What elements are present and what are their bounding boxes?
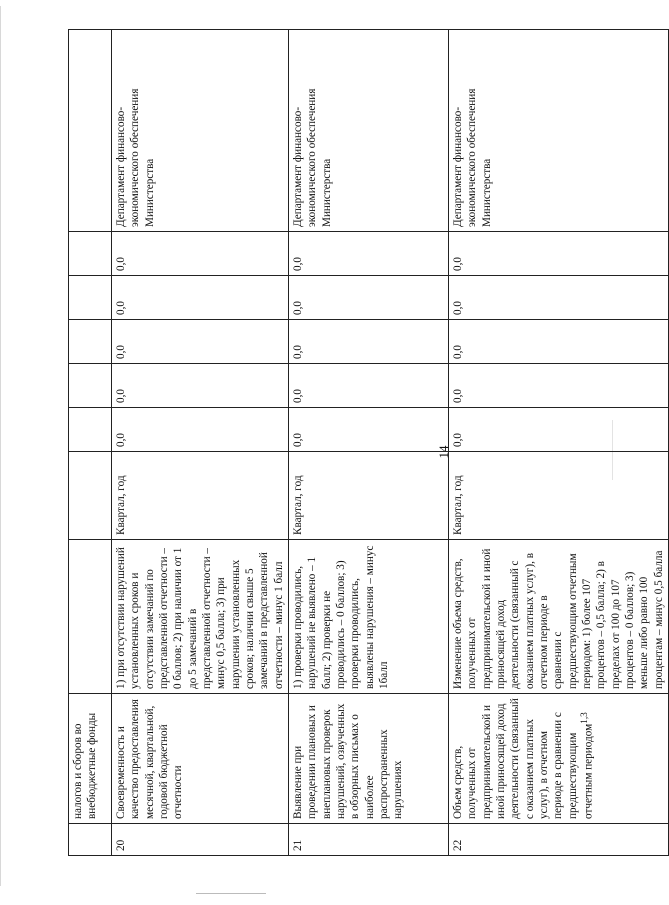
- responsible-department: Департамент финансово-экономического обеспечения Министерства: [288, 30, 448, 232]
- calculation-method: 1) проверки проводились, нарушений не выявлено – 1 балл; 2) проверки не проводились – 0 баллов; 3) проверки проводились, выявлены нарушения – минус 1балл: [288, 540, 448, 694]
- value-cell: 0,0: [288, 276, 448, 320]
- page-number: 14: [436, 445, 451, 459]
- indicator-name: Выявление при проведении плановых и внеплановых проверок нарушений, озвученных в обзорных письмах о наиболее распространенных нарушениях: [288, 694, 448, 824]
- value-cell: 0,0: [112, 408, 289, 452]
- value-cell: 0,0: [288, 364, 448, 408]
- value-cell: 0,0: [112, 320, 289, 364]
- indicator-name: [448, 694, 668, 824]
- table-row: [69, 30, 112, 856]
- row-number: 22: [448, 824, 668, 856]
- row-number: [69, 824, 112, 856]
- scan-edge: [0, 6, 1, 886]
- value-cell: [69, 232, 112, 276]
- row-number: 21: [288, 824, 448, 856]
- calculation-method: 1) при отсутствии нарушений установленных сроков и отсутствии замечаний по представленной отчетности – 0 баллов; 2) при наличии от 1 до 5 замечаний в представленной отчетности – минус 0,5 балла; 3) при нарушении установленных сроков; наличии свыше 5 замечаний в представленной отчетности – минус 1 балл: [112, 540, 289, 694]
- indicator-name: налогов и сборов во внебюджетные фонды: [69, 694, 112, 824]
- rotated-table-container: [68, 30, 665, 856]
- value-cell: 0,0: [448, 232, 668, 276]
- value-cell: 0,0: [448, 276, 668, 320]
- value-cell: 0,0: [448, 408, 668, 452]
- responsible-department: Департамент финансово-экономического обеспечения Министерства: [112, 30, 289, 232]
- calculation-method: [69, 540, 112, 694]
- table-row: [448, 30, 668, 856]
- value-cell: 0,0: [448, 320, 668, 364]
- value-cell: 0,0: [112, 364, 289, 408]
- table-wrapper: [68, 30, 665, 856]
- value-cell: [69, 320, 112, 364]
- responsible-department: Департамент финансово-экономического обеспечения Министерства: [448, 30, 668, 232]
- scan-artifact-line: [196, 893, 266, 894]
- value-cell: 0,0: [112, 276, 289, 320]
- value-cell: 0,0: [288, 320, 448, 364]
- value-cell: 0,0: [112, 232, 289, 276]
- period: Квартал, год: [112, 452, 289, 540]
- period: [69, 452, 112, 540]
- footnote-marker: 1,3: [579, 712, 590, 724]
- value-cell: [69, 276, 112, 320]
- table-row: [288, 30, 448, 856]
- indicators-table: [68, 29, 669, 856]
- value-cell: 0,0: [288, 408, 448, 452]
- indicator-name: Своевременность и качество предоставления месячной, квартальной, годовой бюджетной отчетности: [112, 694, 289, 824]
- value-cell: [69, 408, 112, 452]
- value-cell: [69, 364, 112, 408]
- period: Квартал, год: [288, 452, 448, 540]
- row-number: 20: [112, 824, 289, 856]
- indicator-name-text: Объем средств, полученных от предпринимательской и иной приносящей доход деятельности (связанный с оказанием платных услуг), в отчетном периоде в сравнении с предшествующим отчетным периодом: [451, 698, 595, 819]
- calculation-method: Изменение объема средств, полученных от предпринимательской и иной приносящей доход деятельности (связанный с оказанием платных услуг), в отчетном периоде в сравнении с предшествующим отчетным периодом: 1) более 107 процентов – 0,5 балла; 2) в пределах от 100 до 107 процентов – 0 баллов; 3) меньше либо равно 100 процентам – минус 0,5 балла: [448, 540, 668, 694]
- value-cell: 0,0: [288, 232, 448, 276]
- period: Квартал, год: [448, 452, 668, 540]
- table-row: [112, 30, 289, 856]
- value-cell: 0,0: [448, 364, 668, 408]
- responsible-department: [69, 30, 112, 232]
